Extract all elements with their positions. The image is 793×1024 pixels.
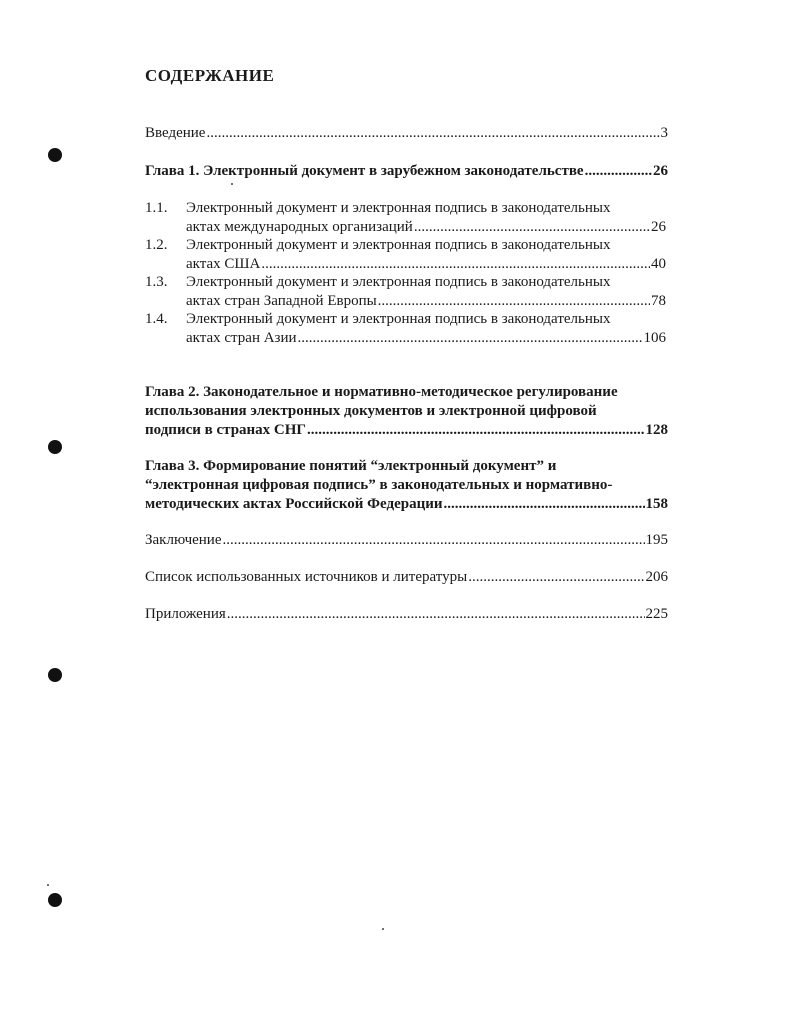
leader-dots (223, 531, 645, 550)
scan-speck (231, 183, 233, 185)
toc-entry-section-1-2 (186, 255, 666, 274)
page-title: СОДЕРЖАНИЕ (145, 66, 275, 85)
toc-entry-chapter1 (145, 162, 668, 181)
toc-page: 158 (645, 496, 668, 512)
toc-page: 78 (651, 293, 666, 309)
leader-dots (444, 495, 645, 514)
section-number: 1.2. (145, 237, 168, 253)
punch-hole-1 (48, 148, 62, 162)
toc-entry-appendices (145, 605, 668, 624)
scan-speck (382, 928, 384, 930)
punch-hole-2 (48, 440, 62, 454)
toc-label: Глава 1. Электронный документ в зарубежном законодательстве (145, 163, 584, 179)
toc-label: Приложения (145, 606, 226, 622)
section-title-line1: Электронный документ и электронная подпись в законодательных (186, 200, 611, 216)
toc-label: подписи в странах СНГ (145, 422, 306, 438)
punch-hole-4 (48, 893, 62, 907)
leader-dots (206, 124, 659, 143)
scan-speck (47, 884, 49, 886)
toc-page: 128 (645, 422, 668, 438)
toc-page: 26 (653, 163, 668, 179)
leader-dots (468, 568, 644, 587)
leader-dots (585, 162, 652, 181)
toc-entry-conclusion (145, 531, 668, 550)
toc-label: актах стран Западной Европы (186, 293, 377, 309)
chapter3-title-line2: “электронная цифровая подпись” в законодательных и нормативно- (145, 477, 613, 493)
chapter3-title-line1: Глава 3. Формирование понятий “электронный документ” и (145, 458, 557, 474)
section-title-line1: Электронный документ и электронная подпись в законодательных (186, 311, 611, 327)
section-title-line1: Электронный документ и электронная подпись в законодательных (186, 274, 611, 290)
chapter2-title-line1: Глава 2. Законодательное и нормативно-методическое регулирование (145, 384, 618, 400)
section-number: 1.1. (145, 200, 168, 216)
toc-label: Введение (145, 125, 206, 141)
chapter2-title-line2: использования электронных документов и электронной цифровой (145, 403, 597, 419)
toc-page: 225 (645, 606, 668, 622)
toc-page: 26 (651, 219, 666, 235)
toc-page: 206 (645, 569, 668, 585)
toc-label: Заключение (145, 532, 222, 548)
toc-label: методических актах Российской Федерации (145, 496, 443, 512)
toc-entry-section-1-3 (186, 292, 666, 311)
toc-label: актах международных организаций (186, 219, 413, 235)
toc-entry-intro (145, 124, 668, 143)
toc-entry-section-1-1 (186, 218, 666, 237)
leader-dots (414, 218, 650, 237)
toc-entry-chapter3 (145, 495, 668, 514)
toc-page: 40 (651, 256, 666, 272)
toc-page: 3 (660, 125, 668, 141)
punch-hole-3 (48, 668, 62, 682)
leader-dots (227, 605, 645, 624)
leader-dots (378, 292, 650, 311)
section-number: 1.4. (145, 311, 168, 327)
toc-entry-section-1-4 (186, 329, 666, 348)
section-title-line1: Электронный документ и электронная подпись в законодательных (186, 237, 611, 253)
toc-label: Список использованных источников и литературы (145, 569, 468, 585)
toc-page: 195 (645, 532, 668, 548)
leader-dots (298, 329, 643, 348)
toc-label: актах стран Азии (186, 330, 297, 346)
toc-entry-chapter2 (145, 421, 668, 440)
leader-dots (307, 421, 645, 440)
toc-page: 106 (643, 330, 666, 346)
toc-entry-sources (145, 568, 668, 587)
leader-dots (261, 255, 650, 274)
toc-label: актах США (186, 256, 261, 272)
section-number: 1.3. (145, 274, 168, 290)
